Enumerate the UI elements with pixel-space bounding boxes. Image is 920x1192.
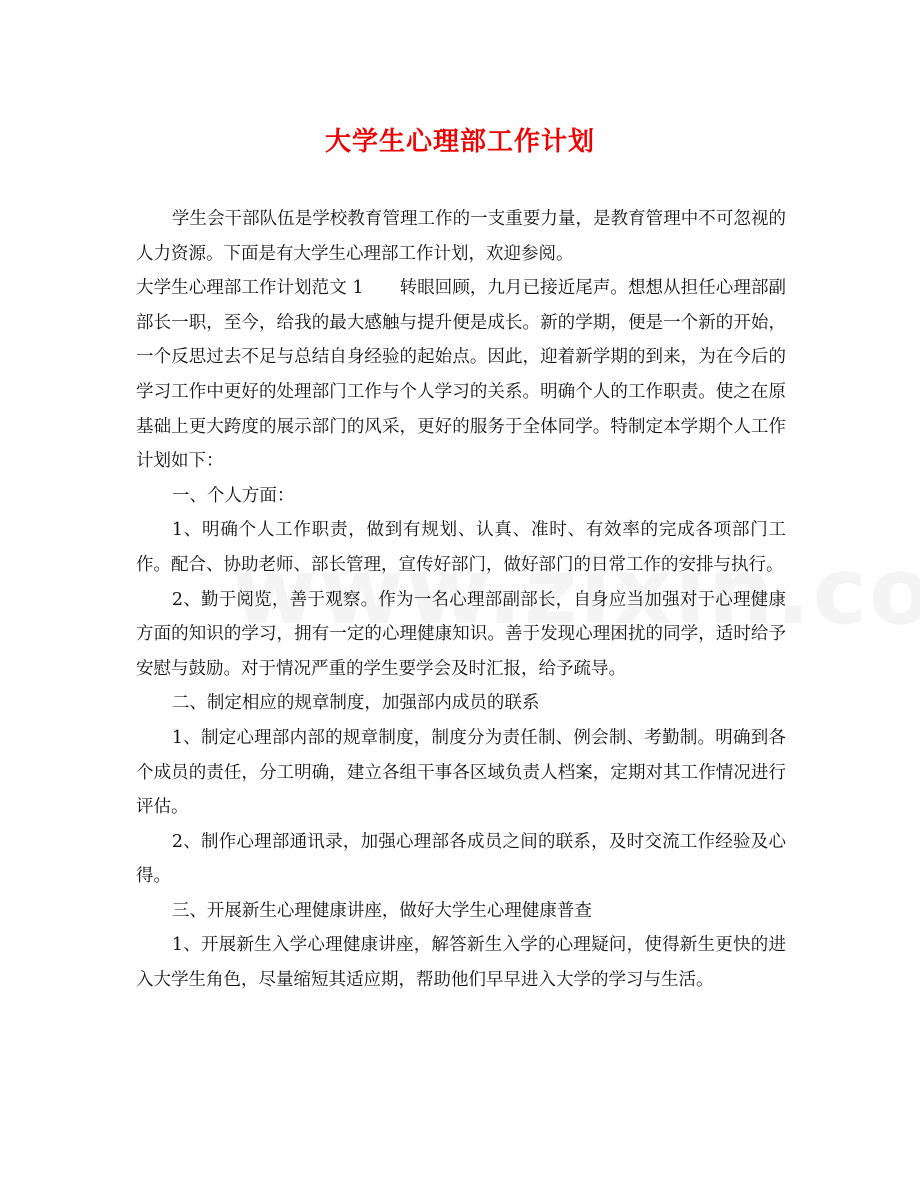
section-heading: 二、制定相应的规章制度，加强部内成员的联系 [171, 693, 540, 714]
section-item: 2、制作心理部通讯录，加强心理部各成员之间的联系，及时交流工作经验及心得。 [136, 831, 786, 887]
sample-paragraph [136, 271, 786, 479]
section-heading: 三、开展新生心理健康讲座，做好大学生心理健康普查 [171, 900, 592, 921]
section-item: 1、明确个人工作职责，做到有规划、认真、准时、有效率的完成各项部门工作。配合、协助老师、部长管理，宣传好部门，做好部门的日常工作的安排与执行。 [136, 520, 786, 575]
document-title: 大学生心理部工作计划 [324, 127, 595, 157]
section-item: 2、勤于阅览，善于观察。作为一名心理部副部长，自身应当加强对于心理健康方面的知识的学习，拥有一定的心理健康知识。善于发现心理困扰的同学，适时给予安慰与鼓励。对于情况严重的学生要学会及时汇报，给予疏导。 [136, 589, 786, 679]
section-item: 1、制定心理部内部的规章制度，制度分为责任制、例会制、考勤制。明确到各个成员的责任，分工明确，建立各组干事各区域负责人档案，定期对其工作情况进行评估。 [136, 727, 786, 818]
sample-label: 大学生心理部工作计划范文 1 [136, 278, 364, 299]
document-body [136, 202, 786, 998]
section-heading: 一、个人方面： [171, 485, 295, 506]
intro-paragraph: 学生会干部队伍是学校教育管理工作的一支重要力量，是教育管理中不可忽视的人力资源。下面是有大学生心理部工作计划，欢迎参阅。 [136, 209, 786, 264]
sample-body: 转眼回顾，九月已接近尾声。想想从担任心理部副部长一职，至今，给我的最大感触与提升便是成长。新的学期，便是一个新的开始，一个反思过去不足与总结自身经验的起始点。因此，迎着新学期的到来，为在今后的学习工作中更好的处理部门工作与个人学习的关系。明确个人的工作职责。使之在原基础上更大跨度的展示部门的风采，更好的服务于全体同学。特制定本学期个人工作计划如下： [136, 278, 787, 472]
section-item: 1、开展新生入学心理健康讲座，解答新生入学的心理疑问，使得新生更快的进入大学生角色，尽量缩短其适应期，帮助他们早早进入大学的学习与生活。 [136, 935, 786, 991]
